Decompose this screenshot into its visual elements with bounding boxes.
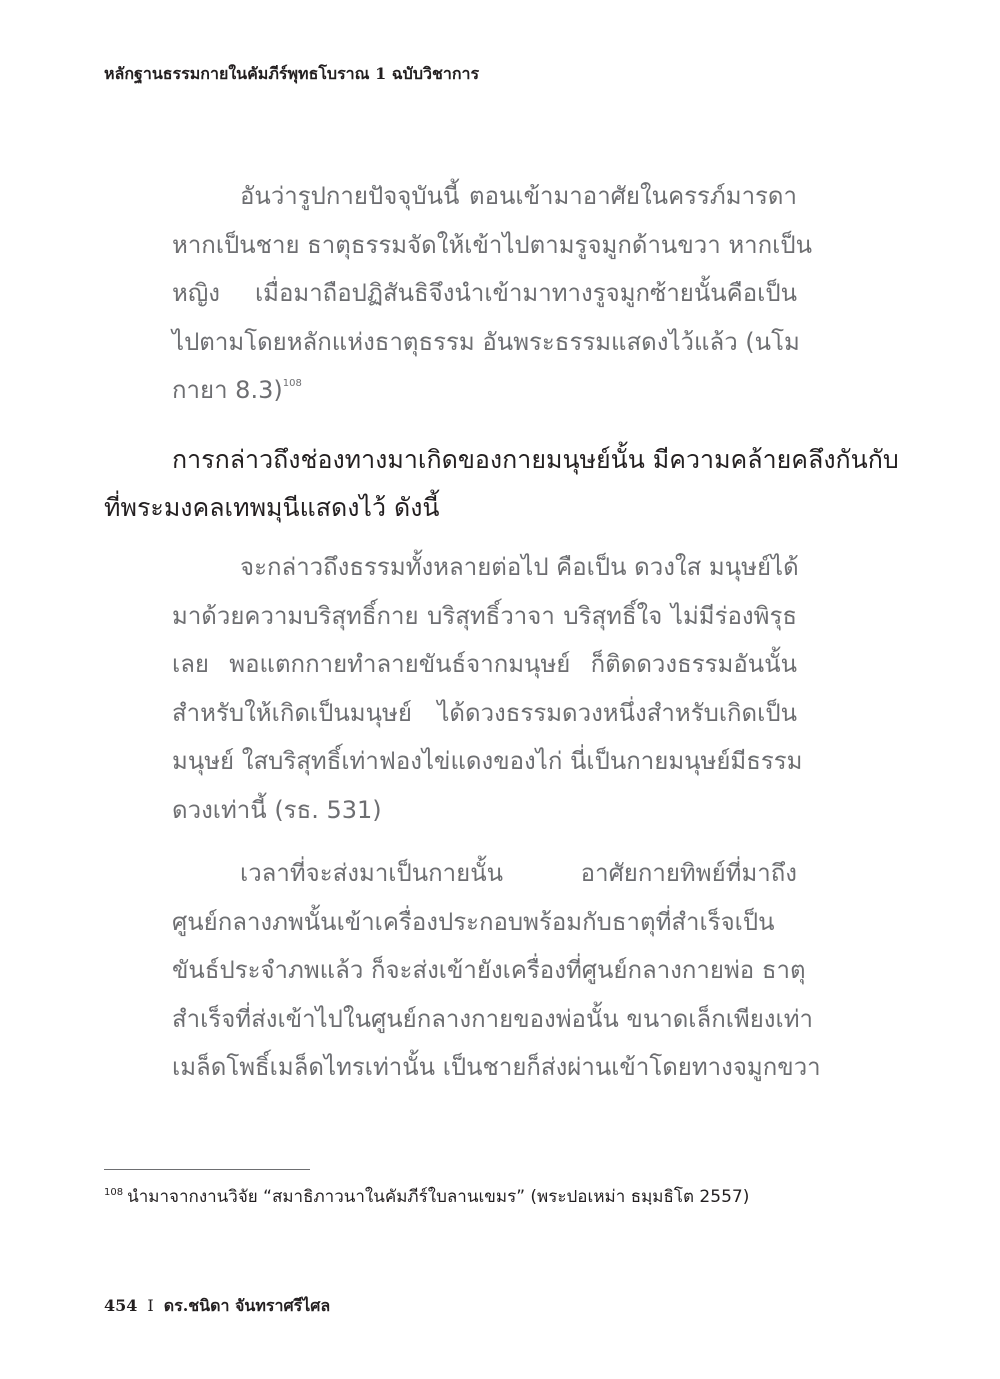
author-name: ดร.ชนิดา จันทราศรีไศล [163, 1296, 331, 1315]
paragraph-line: การกล่าวถึงช่องทางมาเกิดของกายมนุษย์นั้น มีความคล้ายคลึงกันกับ [172, 445, 899, 474]
quote-line: ดวงเท่านี้ (รธ. 531) [172, 795, 382, 824]
quote-block-1 [172, 172, 812, 415]
quote-line: ไปตามโดยหลักแห่งธาตุธรรม อันพระธรรมแสดงไว้แล้ว (นโม [172, 327, 800, 356]
body-paragraph [104, 436, 899, 532]
page-footer [104, 1294, 330, 1319]
quote-line: เลย พอแตกกายทำลายขันธ์จากมนุษย์ ก็ติดดวงธรรมอันนั้น [172, 650, 797, 679]
quote-block-2 [172, 543, 803, 835]
footnote [104, 1183, 749, 1210]
quote-line-text: กายา 8.3) [172, 376, 283, 405]
running-header: หลักฐานธรรมกายในคัมภีร์พุทธโบราณ 1 ฉบับวิชาการ [104, 64, 480, 83]
quote-line: สำเร็จที่ส่งเข้าไปในศูนย์กลางกายของพ่อนั้น ขนาดเล็กเพียงเท่า [172, 1004, 814, 1033]
quote-last-line [172, 366, 797, 415]
quote-line: มาด้วยความบริสุทธิ์กาย บริสุทธิ์วาจา บริสุทธิ์ใจ ไม่มีร่องพิรุธ [172, 601, 797, 630]
quote-line: จะกล่าวถึงธรรมทั้งหลายต่อไป คือเป็น ดวงใส มนุษย์ได้ [240, 553, 799, 581]
paragraph-line: ที่พระมงคลเทพมุนีแสดงไว้ ดังนี้ [104, 493, 440, 522]
quote-line: ขันธ์ประจำภพแล้ว ก็จะส่งเข้ายังเครื่องที่ศูนย์กลางกายพ่อ ธาตุ [172, 956, 806, 985]
quote-line: อันว่ารูปกายปัจจุบันนี้ ตอนเข้ามาอาศัยในครรภ์มารดา [240, 182, 797, 210]
footnote-text: นำมาจากงานวิจัย “สมาธิภาวนาในคัมภีร์ใบลานเขมร” (พระปอเหม่า ธมฺมธิโต 2557) [127, 1187, 750, 1207]
footer-separator: I [147, 1296, 154, 1315]
quote-line: เมล็ดโพธิ์เมล็ดไทรเท่านั้น เป็นชายก็ส่งผ่านเข้าโดยทางจมูกขวา [172, 1053, 821, 1082]
page-number: 454 [104, 1296, 138, 1315]
quote-line: ศูนย์กลางภพนั้นเข้าเครื่องประกอบพร้อมกับธาตุที่สำเร็จเป็น [172, 907, 775, 936]
quote-line: เวลาที่จะส่งมาเป็นกายนั้น อาศัยกายทิพย์ที่มาถึง [240, 859, 797, 887]
quote-line: หากเป็นชาย ธาตุธรรมจัดให้เข้าไปตามรูจมูกด้านขวา หากเป็น [172, 230, 812, 259]
quote-line: มนุษย์ ใสบริสุทธิ์เท่าฟองไข่แดงของไก่ นี่เป็นกายมนุษย์มีธรรม [172, 747, 803, 776]
quote-line: หญิง เมื่อมาถือปฏิสันธิจึงนำเข้ามาทางรูจมูกซ้ายนั้นคือเป็น [172, 279, 797, 308]
quote-line: สำหรับให้เกิดเป็นมนุษย์ ได้ดวงธรรมดวงหนึ่งสำหรับเกิดเป็น [172, 698, 797, 727]
footnote-reference[interactable]: 108 [282, 378, 302, 390]
footnote-divider [104, 1169, 310, 1170]
quote-block-3 [172, 849, 821, 1092]
footnote-number: 108 [104, 1187, 124, 1198]
